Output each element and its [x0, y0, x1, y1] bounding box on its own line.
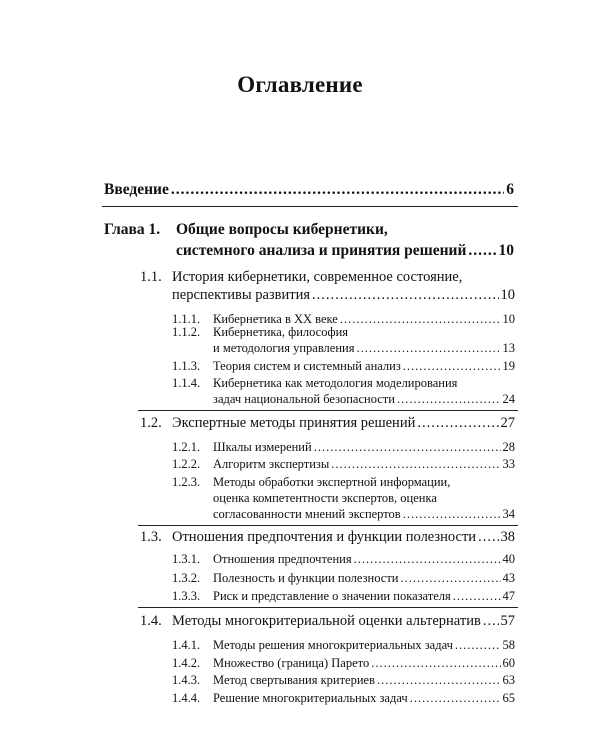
toc-number: 1.1.1. — [172, 312, 201, 326]
leader-dots — [468, 240, 496, 261]
toc-text: Методы решения многокритериальных задач — [213, 638, 453, 652]
toc-text: Отношения предпочтения — [213, 552, 352, 566]
toc-number: 1.4.1. — [172, 638, 201, 652]
toc-entry-1-3[interactable] — [140, 528, 515, 546]
separator — [138, 525, 518, 526]
toc-page: 43 — [502, 571, 515, 585]
leader-dots — [312, 286, 498, 304]
toc-page: 13 — [502, 341, 515, 355]
toc-text: Алгоритм экспертизы — [213, 457, 330, 471]
toc-page: 57 — [500, 613, 515, 629]
toc-number: 1.1.4. — [172, 376, 201, 390]
leader-dots — [410, 690, 501, 706]
toc-text: перспективы развития — [172, 287, 311, 303]
toc-entry-1-4-3[interactable] — [172, 672, 515, 688]
toc-page: 40 — [502, 552, 515, 566]
leader-dots — [331, 456, 500, 472]
toc-text: Методы обработки экспертной информации, — [213, 475, 451, 489]
toc-page: 24 — [502, 392, 515, 406]
toc-page: 28 — [502, 440, 515, 454]
toc-entry-1-1-2[interactable] — [172, 324, 515, 356]
toc-number: 1.4.2. — [172, 656, 201, 670]
toc-text: Полезность и функции полезности — [213, 571, 399, 585]
toc-text: Шкалы измерений — [213, 440, 312, 454]
toc-text: Метод свертывания критериев — [213, 673, 375, 687]
toc-text: Множество (граница) Парето — [213, 656, 370, 670]
toc-entry-1-4-1[interactable] — [172, 637, 515, 653]
toc-text: и методология управления — [213, 341, 355, 355]
leader-dots — [356, 340, 500, 356]
toc-text: задач национальной безопасности — [213, 392, 395, 406]
toc-text: Риск и представление о значении показателя — [213, 589, 451, 603]
toc-entry-1-1-3[interactable] — [172, 358, 515, 374]
toc-entry-1-2[interactable] — [140, 414, 515, 432]
toc-number: 1.2. — [140, 415, 162, 431]
toc-number: 1.2.2. — [172, 457, 201, 471]
toc-intro-text: Введение — [104, 181, 169, 198]
toc-text: Отношения предпочтения и функции полезности — [172, 529, 477, 545]
leader-dots — [453, 588, 501, 604]
toc-page: 10 — [500, 287, 515, 303]
separator — [138, 410, 518, 411]
toc-entry-1-1-4[interactable] — [172, 375, 515, 407]
toc-page: 60 — [502, 656, 515, 670]
toc-page: 47 — [502, 589, 515, 603]
toc-text: Решение многокритериальных задач — [213, 691, 408, 705]
toc-chapter-line1: Общие вопросы кибернетики, — [176, 221, 388, 238]
toc-page: 34 — [502, 507, 515, 521]
toc-chapter-number: Глава 1. — [104, 221, 161, 238]
toc-text: Теория систем и системный анализ — [213, 359, 401, 373]
toc-number: 1.3.3. — [172, 589, 201, 603]
separator — [102, 206, 518, 207]
separator — [138, 607, 518, 608]
toc-number: 1.4. — [140, 613, 162, 629]
toc-number: 1.3. — [140, 529, 162, 545]
leader-dots — [354, 551, 501, 567]
toc-chapter-page: 10 — [498, 242, 514, 259]
toc-entry-1-3-2[interactable] — [172, 570, 515, 586]
toc-page: 10 — [502, 312, 515, 326]
toc-page: 38 — [500, 529, 515, 545]
toc-number: 1.2.3. — [172, 475, 201, 489]
toc-page: 27 — [500, 415, 515, 431]
leader-dots — [401, 570, 501, 586]
toc-text: Кибернетика как методология моделирования — [213, 376, 458, 390]
toc-intro-page: 6 — [506, 181, 514, 198]
toc-text: Экспертные методы принятия решений — [172, 415, 416, 431]
toc-entry-1-3-3[interactable] — [172, 588, 515, 604]
toc-entry-1-4[interactable] — [140, 612, 515, 630]
toc-number: 1.4.3. — [172, 673, 201, 687]
toc-entry-1-4-2[interactable] — [172, 655, 515, 671]
toc-text: оценка компетентности экспертов, оценка — [213, 491, 437, 505]
toc-text: согласованности мнений экспертов — [213, 507, 401, 521]
toc-number: 1.1.3. — [172, 359, 201, 373]
toc-entry-1-2-2[interactable] — [172, 456, 515, 472]
toc-entry-1-4-4[interactable] — [172, 690, 515, 706]
toc-page: 33 — [502, 457, 515, 471]
toc-number: 1.3.1. — [172, 552, 201, 566]
toc-number: 1.1. — [140, 269, 162, 285]
toc-chapter-line2: системного анализа и принятия решений — [176, 242, 467, 259]
toc-page: 65 — [502, 691, 515, 705]
toc-text: Кибернетика, философия — [213, 325, 349, 339]
leader-dots — [403, 506, 501, 522]
toc-number: 1.4.4. — [172, 691, 201, 705]
toc-number: 1.1.2. — [172, 325, 201, 339]
leader-dots — [455, 637, 501, 653]
leader-dots — [478, 528, 498, 546]
leader-dots — [417, 414, 498, 432]
leader-dots — [483, 612, 499, 630]
toc-entry-1-3-1[interactable] — [172, 551, 515, 567]
toc-text: История кибернетики, современное состояние, — [172, 269, 463, 285]
toc-entry-1-2-1[interactable] — [172, 439, 515, 455]
page-title: Оглавление — [237, 72, 363, 97]
leader-dots — [403, 358, 501, 374]
toc-entry-intro[interactable] — [104, 181, 514, 198]
leader-dots — [377, 672, 501, 688]
toc-text: Кибернетика в XX веке — [213, 312, 338, 326]
toc-text: Методы многокритериальной оценки альтернатив — [172, 613, 481, 629]
toc-entry-1-1[interactable] — [140, 268, 515, 304]
toc-number: 1.2.1. — [172, 440, 201, 454]
leader-dots — [397, 391, 501, 407]
toc-number: 1.3.2. — [172, 571, 201, 585]
leader-dots — [171, 181, 504, 198]
toc-entry-1-2-3[interactable] — [172, 474, 515, 522]
toc-page: 63 — [502, 673, 515, 687]
toc-entry-chapter-1[interactable] — [104, 219, 514, 261]
toc-page: 58 — [502, 638, 515, 652]
leader-dots — [314, 439, 501, 455]
toc-page: 19 — [502, 359, 515, 373]
leader-dots — [371, 655, 500, 671]
